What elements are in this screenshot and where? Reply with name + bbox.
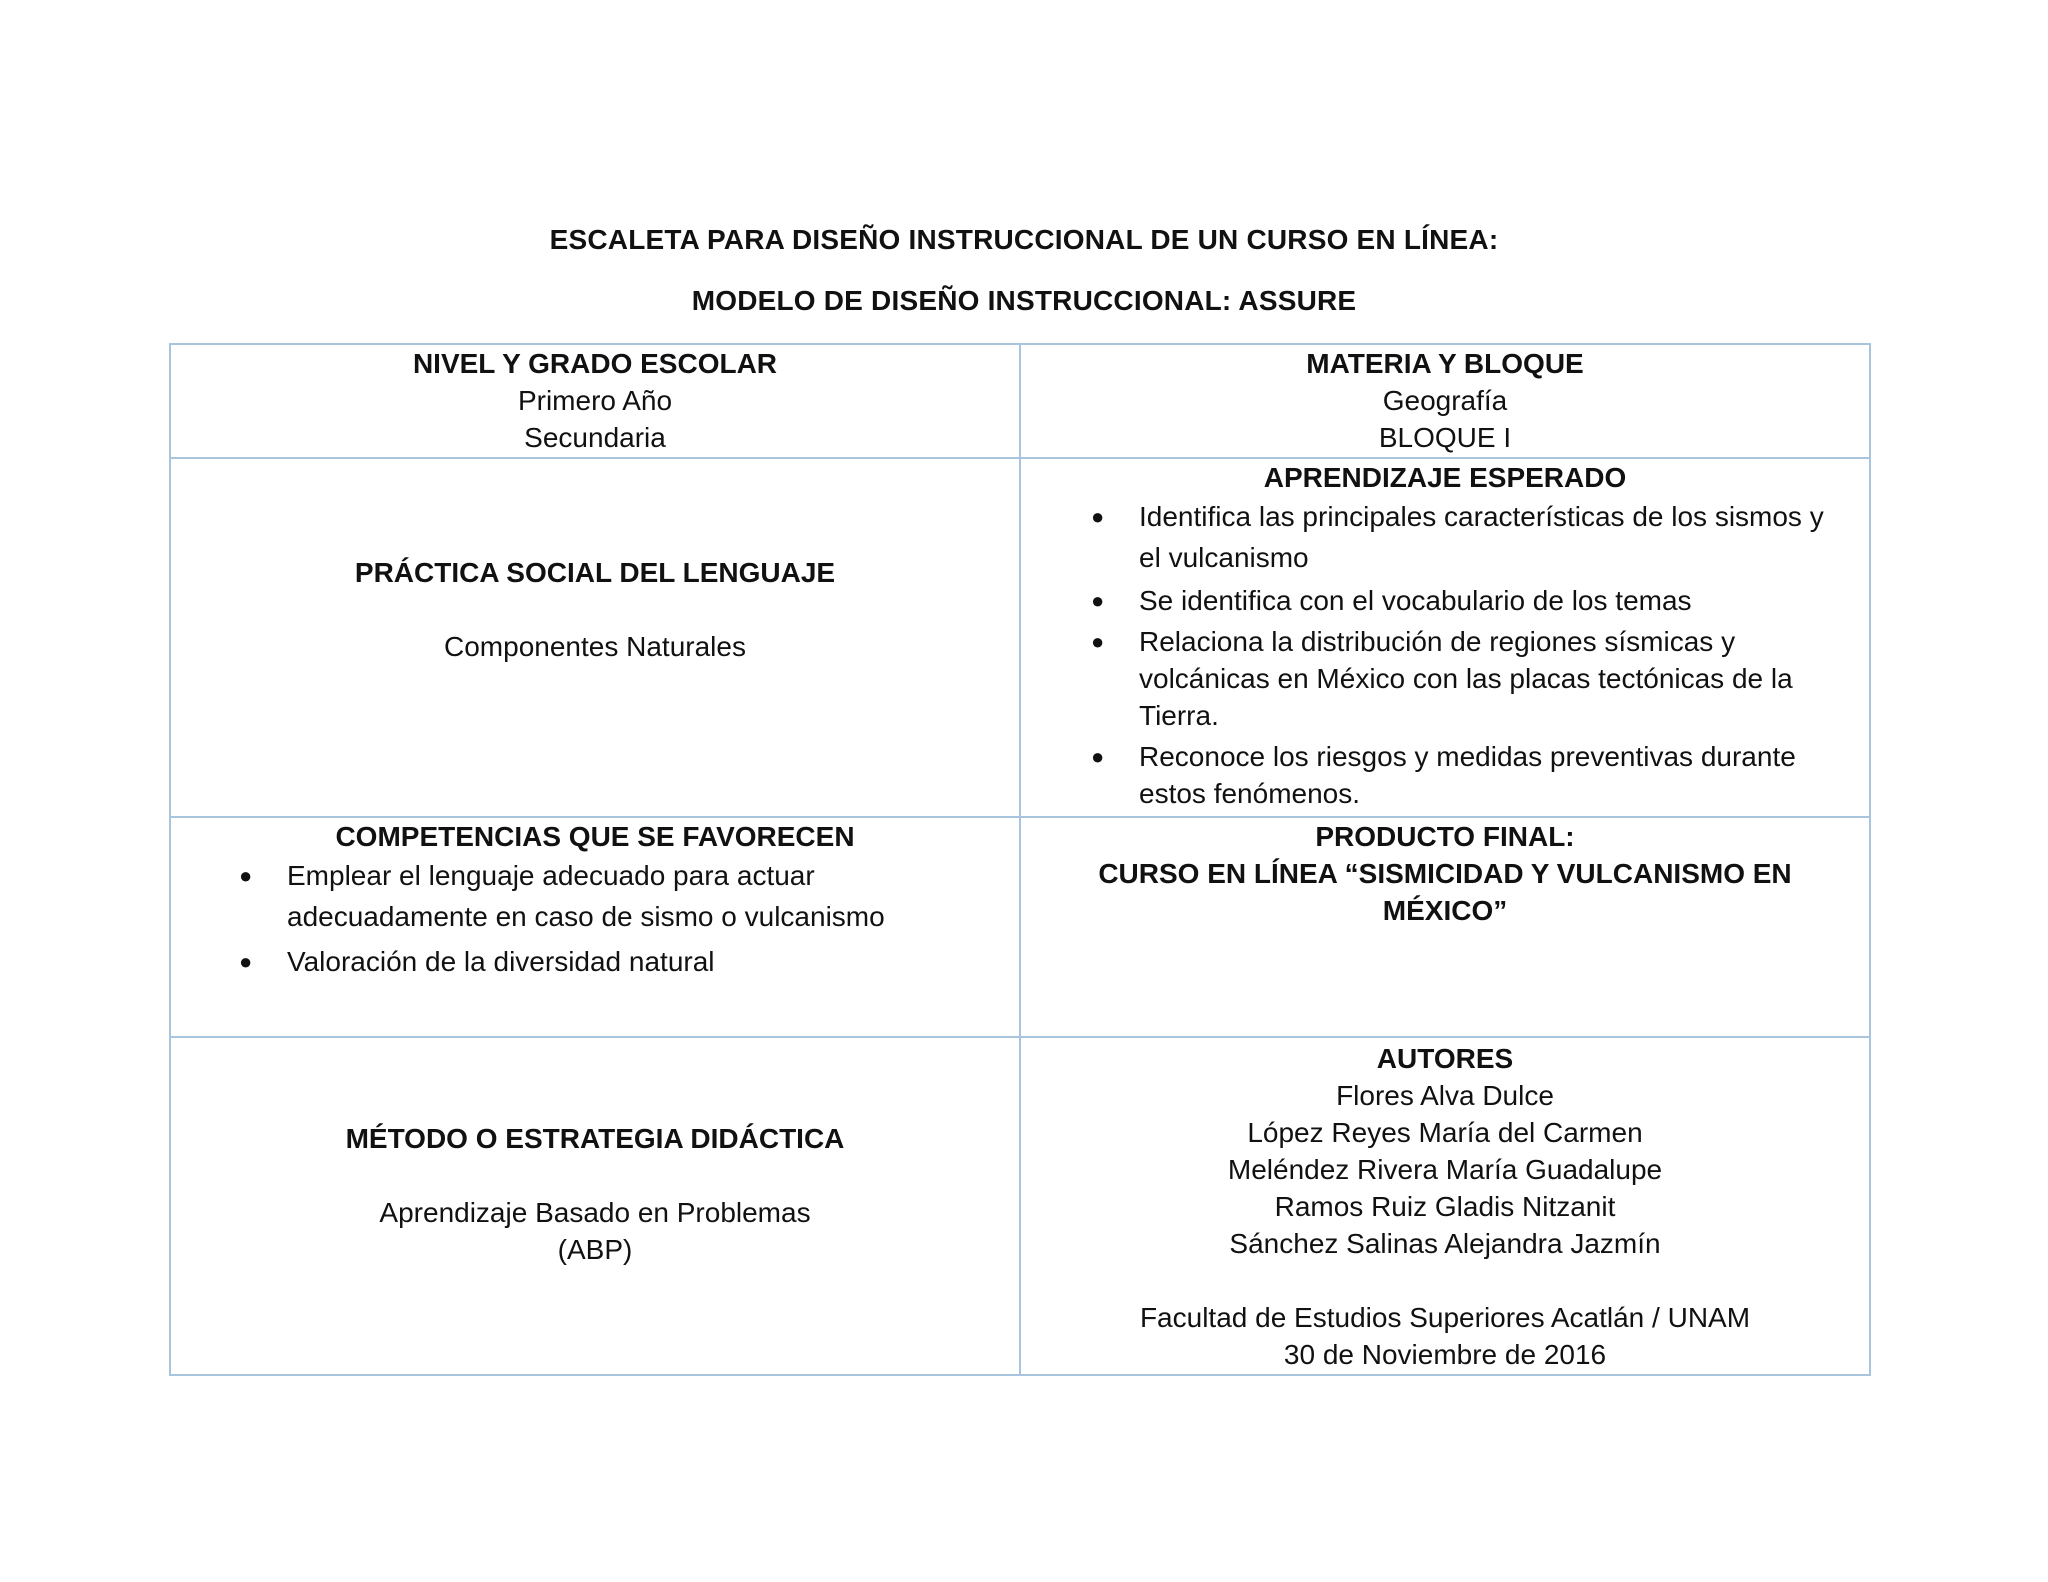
bullet-icon: ● <box>1091 504 1105 529</box>
nivel-heading: NIVEL Y GRADO ESCOLAR <box>412 348 778 379</box>
bullet-icon: ● <box>239 949 253 974</box>
metodo-heading: MÉTODO O ESTRATEGIA DIDÁCTICA <box>345 1123 845 1154</box>
document-subtitle: MODELO DE DISEÑO INSTRUCCIONAL: ASSURE <box>691 285 1357 316</box>
table-row <box>170 1037 1870 1375</box>
author-name: López Reyes María del Carmen <box>1247 1117 1643 1148</box>
bullet-icon: ● <box>1091 629 1105 654</box>
list-item: ● Reconoce los riesgos y medidas preventivas durante estos fenómenos. <box>1081 738 1851 812</box>
competencias-cell <box>170 817 1020 1037</box>
autores-cell <box>1020 1037 1870 1375</box>
aprendizaje-cell <box>1020 458 1870 817</box>
aprendizaje-heading: APRENDIZAJE ESPERADO <box>1263 462 1627 493</box>
bullet-icon: ● <box>239 863 253 888</box>
competencias-list <box>189 855 1001 982</box>
metodo-abbr: (ABP) <box>557 1234 633 1265</box>
author-name: Meléndez Rivera María Guadalupe <box>1227 1154 1663 1185</box>
nivel-cell <box>170 344 1020 458</box>
table-row <box>170 344 1870 458</box>
bullet-icon: ● <box>1091 744 1105 769</box>
materia-bloque: BLOQUE I <box>1378 422 1512 453</box>
materia-heading: MATERIA Y BLOQUE <box>1306 348 1584 379</box>
table-row <box>170 458 1870 817</box>
author-name: Sánchez Salinas Alejandra Jazmín <box>1229 1228 1661 1259</box>
metodo-cell <box>170 1037 1020 1375</box>
list-item: ● Identifica las principales características de los sismos y el vulcanismo <box>1081 496 1851 578</box>
list-item: ● Relaciona la distribución de regiones sísmicas y volcánicas en México con las placas tectónicas de la Tierra. <box>1081 623 1851 734</box>
aprendizaje-list <box>1039 496 1851 812</box>
autores-heading: AUTORES <box>1376 1043 1514 1074</box>
author-name: Ramos Ruiz Gladis Nitzanit <box>1274 1191 1616 1222</box>
metodo-text: Aprendizaje Basado en Problemas <box>379 1197 811 1228</box>
table-row <box>170 817 1870 1037</box>
materia-nombre: Geografía <box>1382 385 1508 416</box>
author-name: Flores Alva Dulce <box>1336 1080 1554 1111</box>
competencias-heading: COMPETENCIAS QUE SE FAVORECEN <box>335 821 855 852</box>
practica-cell <box>170 458 1020 817</box>
nivel-grado: Primero Año <box>517 385 673 416</box>
escaleta-table <box>169 343 1871 1376</box>
producto-cell <box>1020 817 1870 1037</box>
document-date: 30 de Noviembre de 2016 <box>1283 1339 1607 1370</box>
materia-cell <box>1020 344 1870 458</box>
list-item: ● Se identifica con el vocabulario de los temas <box>1081 582 1851 619</box>
bullet-icon: ● <box>1091 588 1105 613</box>
practica-heading: PRÁCTICA SOCIAL DEL LENGUAJE <box>354 557 836 588</box>
list-item: ● Valoración de la diversidad natural <box>229 941 1001 982</box>
producto-heading: PRODUCTO FINAL: <box>1315 821 1575 852</box>
producto-text: CURSO EN LÍNEA “SISMICIDAD Y VULCANISMO EN MÉXICO” <box>1098 858 1792 926</box>
practica-text: Componentes Naturales <box>444 631 746 662</box>
list-item: ● Emplear el lenguaje adecuado para actuar adecuadamente en caso de sismo o vulcanismo <box>229 855 1001 937</box>
document-title: ESCALETA PARA DISEÑO INSTRUCCIONAL DE UN CURSO EN LÍNEA: <box>549 224 1499 255</box>
nivel-escolar: Secundaria <box>524 422 666 453</box>
institution: Facultad de Estudios Superiores Acatlán / UNAM <box>1139 1302 1751 1333</box>
